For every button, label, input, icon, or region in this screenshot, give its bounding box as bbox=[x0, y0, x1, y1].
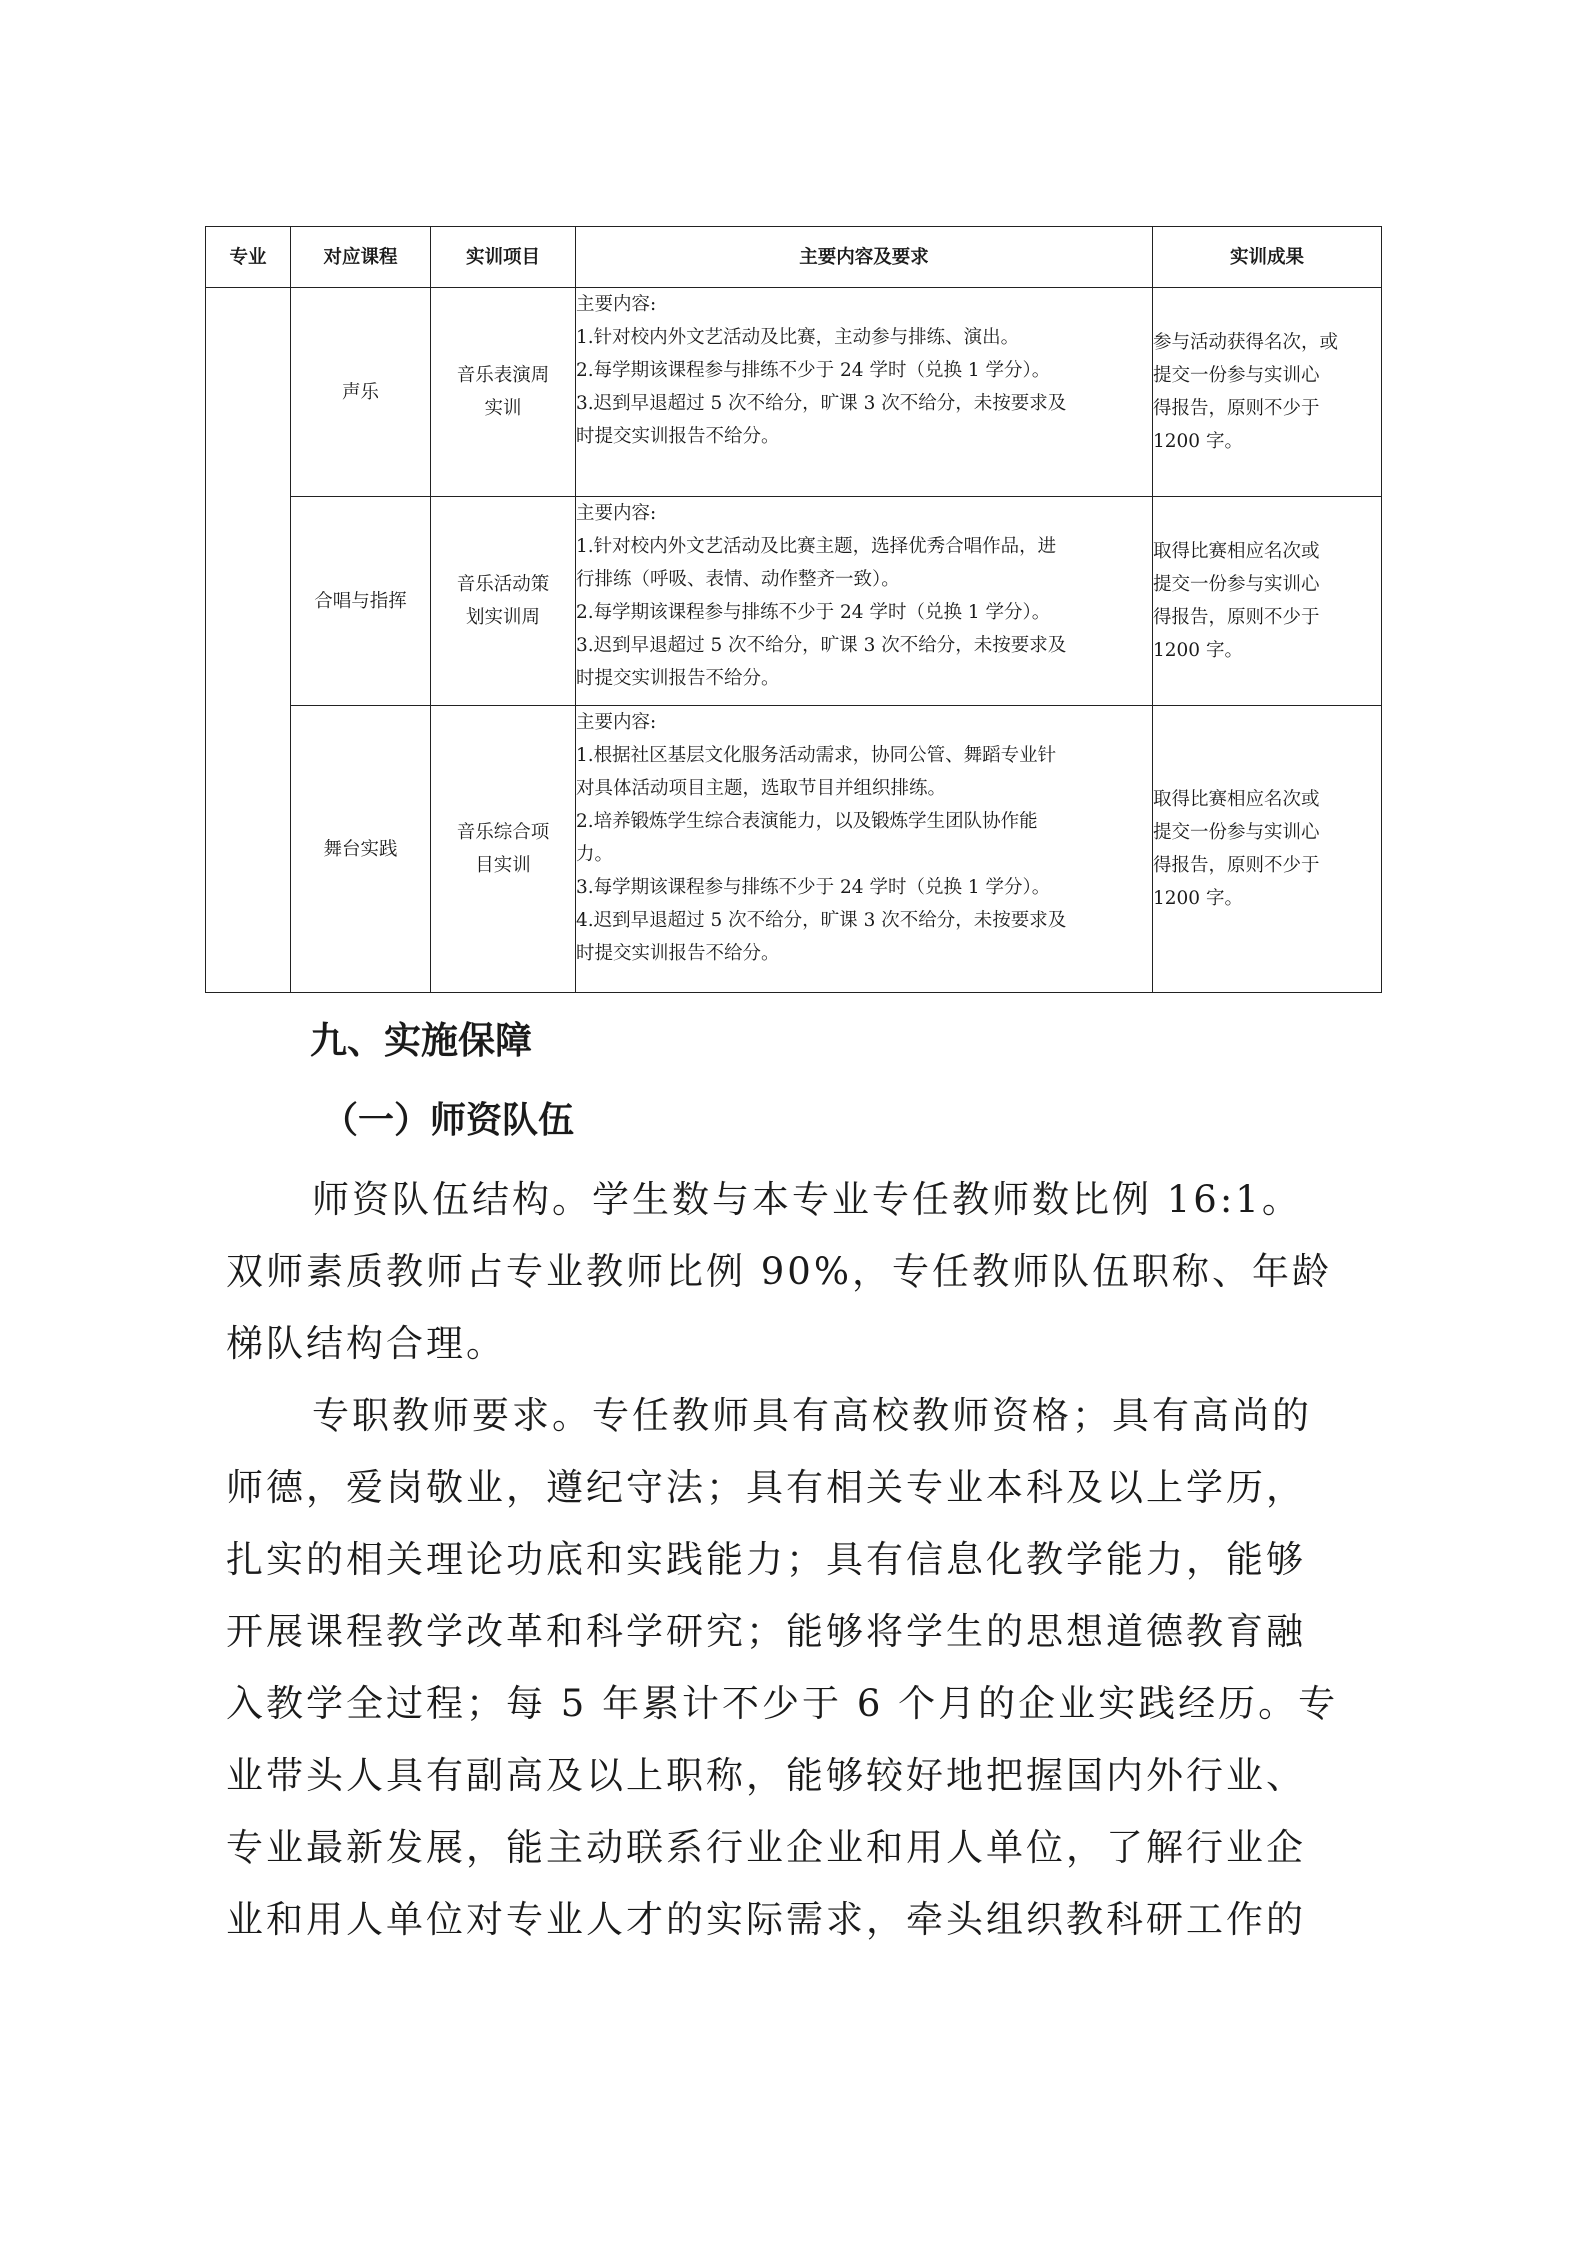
header-result: 实训成果 bbox=[1153, 227, 1382, 288]
result-cell: 参与活动获得名次，或 提交一份参与实训心 得报告，原则不少于 1200 字。 bbox=[1153, 288, 1382, 497]
project-cell: 音乐活动策 划实训周 bbox=[431, 497, 576, 706]
section-title: 九、实施保障 bbox=[310, 1019, 532, 1062]
header-content: 主要内容及要求 bbox=[576, 227, 1153, 288]
subsection-title: （一）师资队伍 bbox=[322, 1100, 575, 1141]
course-cell: 声乐 bbox=[291, 288, 431, 497]
project-cell: 音乐表演周 实训 bbox=[431, 288, 576, 497]
paragraph-faculty-structure: 师资队伍结构。学生数与本专业专任教师数比例 16:1。 双师素质教师占专业教师比例 90%，专任教师队伍职称、年龄 梯队结构合理。 bbox=[226, 1178, 1332, 1365]
result-cell: 取得比赛相应名次或 提交一份参与实训心 得报告，原则不少于 1200 字。 bbox=[1153, 706, 1382, 993]
content-cell: 主要内容: 1.针对校内外文艺活动及比赛主题，选择优秀合唱作品，进 行排练（呼吸、表情、动作整齐一致）。 2.每学期该课程参与排练不少于 24 学时（兑换 1 学分）。 3.迟到早退超过 5 次不给分，旷课 3 次不给分，未按要求及 时提交实训报告不给分。 bbox=[576, 497, 1153, 706]
header-major: 专业 bbox=[206, 227, 291, 288]
result-cell: 取得比赛相应名次或 提交一份参与实训心 得报告，原则不少于 1200 字。 bbox=[1153, 497, 1382, 706]
content-cell: 主要内容: 1.根据社区基层文化服务活动需求，协同公管、舞蹈专业针 对具体活动项目主题，选取节目并组织排练。 2.培养锻炼学生综合表演能力，以及锻炼学生团队协作能 力。 3.每学期该课程参与排练不少于 24 学时（兑换 1 学分）。 4.迟到早退超过 5 次不给分，旷课 3 次不给分，未按要求及 时提交实训报告不给分。 bbox=[576, 706, 1153, 993]
table-row bbox=[206, 706, 1382, 993]
table-header-row bbox=[206, 227, 1382, 288]
header-course: 对应课程 bbox=[291, 227, 431, 288]
header-project: 实训项目 bbox=[431, 227, 576, 288]
table-row bbox=[206, 497, 1382, 706]
table-row bbox=[206, 288, 1382, 497]
project-cell: 音乐综合项 目实训 bbox=[431, 706, 576, 993]
content-cell: 主要内容: 1.针对校内外文艺活动及比赛，主动参与排练、演出。 2.每学期该课程参与排练不少于 24 学时（兑换 1 学分）。 3.迟到早退超过 5 次不给分，旷课 3 次不给分，未按要求及 时提交实训报告不给分。 bbox=[576, 288, 1153, 497]
course-cell: 合唱与指挥 bbox=[291, 497, 431, 706]
course-cell: 舞台实践 bbox=[291, 706, 431, 993]
major-cell bbox=[206, 288, 291, 993]
training-table bbox=[205, 226, 1382, 993]
paragraph-teacher-requirements: 专职教师要求。专任教师具有高校教师资格；具有高尚的 师德，爱岗敬业，遵纪守法；具有相关专业本科及以上学历， 扎实的相关理论功底和实践能力；具有信息化教学能力，能够 开展课程教学改革和科学研究；能够将学生的思想道德教育融 入教学全过程；每 5 年累计不少于 6 个月的企业实践经历。专 业带头人具有副高及以上职称，能够较好地把握国内外行业、 专业最新发展，能主动联系行业企业和用人单位，了解行业企 业和用人单位对专业人才的实际需求，牵头组织教科研工作的 bbox=[226, 1394, 1339, 1941]
